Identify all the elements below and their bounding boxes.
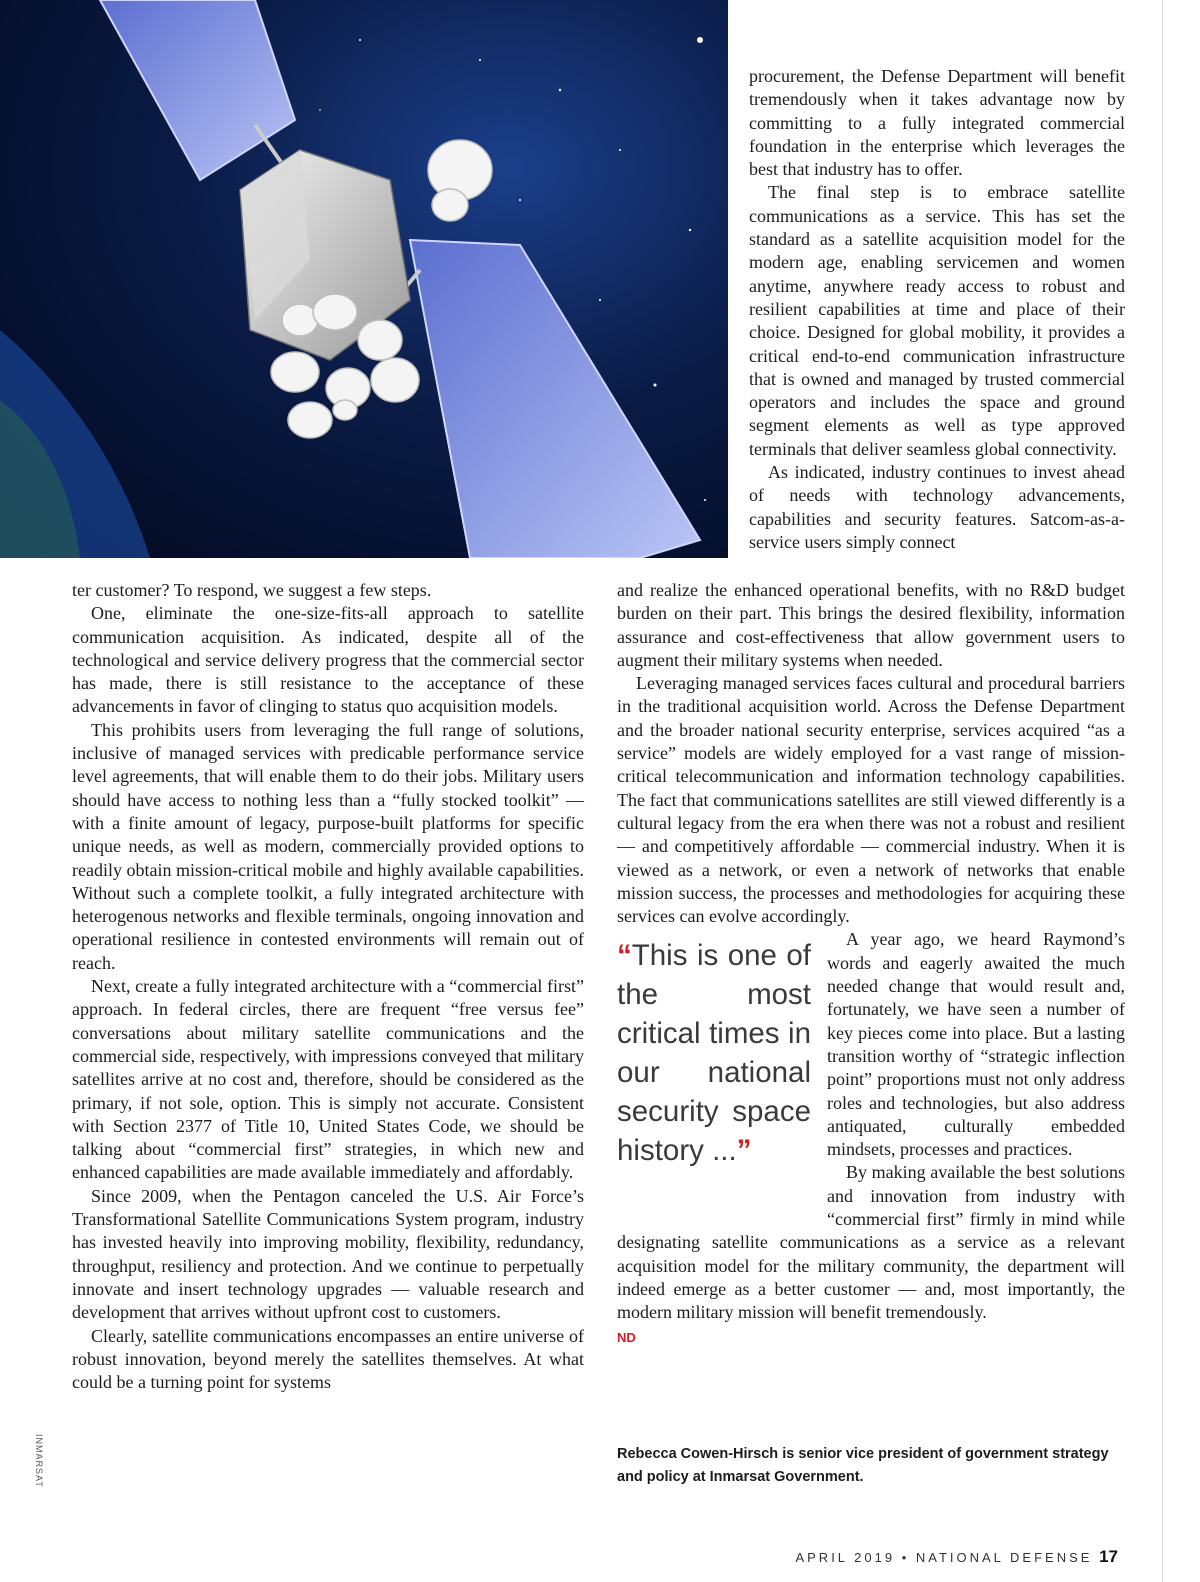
left-column [72,579,584,1394]
issue-line: APRIL 2019 • NATIONAL DEFENSE [795,1550,1093,1565]
pull-quote-close-mark: ” [736,1134,752,1168]
right-column-top [749,65,1125,554]
paragraph: The final step is to embrace satellite communications as a service. This has set the standard as a satellite acquisition model for the modern age, enabling servicemen and women anytime, anywhere ready access to robust and resilient capabilities at time and place of their choice. Designed for global mobility, it provides a critical end-to-end communication infrastructure that is owned and managed by trusted commercial operators and includes the space and ground segment elements as well as type approved terminals that deliver seamless global connectivity. [749,182,1125,459]
end-mark: ND [617,1329,636,1345]
paragraph: As indicated, industry continues to invest ahead of needs with technology advancements, capabilities and security features. Satcom-as-a-service users simply connect [749,462,1125,552]
paragraph: Clearly, satellite communications encompasses an entire universe of robust innovation, beyond merely the satellites themselves. At what could be a turning point for systems [72,1325,584,1393]
paragraph: A year ago, we heard Raymond’s words and eagerly awaited the much needed change that would result and, fortunately, we have seen a number of key pieces come into place. But a lasting transition worthy of “strategic inflection point” proportions must not only address roles and technologies, but also address antiquated, culturally embedded mindsets, processes and practices. [827,929,1125,1160]
paragraph: ter customer? To respond, we suggest a few steps. [72,580,432,600]
paragraph: and realize the enhanced operational benefits, with no R&D budget burden on their part. This brings the desired flexibility, information assurance and cost-effectiveness that allow government users to augment their military systems when needed. [617,580,1125,670]
paragraph: One, eliminate the one-size-fits-all approach to satellite communication acquisition. As indicated, despite all of the technological and service delivery progress that the commercial sector has made, there is still resistance to the acceptance of these advancements in favor of clinging to status quo acquisition models. [72,603,584,717]
solar-panel-upper [100,0,295,180]
pull-quote [617,936,811,1208]
solar-panel-lower [395,240,700,558]
pull-quote-text: This is one of the most critical times in our national security space history ... [617,939,811,1168]
pull-quote-open-mark: “ [617,939,632,973]
paragraph: procurement, the Defense Department will benefit tremendously when it takes advantage now by committing to a fully integrated commercial foundation in the enterprise which leverages the best that industry has to offer. [749,66,1125,180]
page-edge-rule [1162,0,1163,1582]
paragraph-text: By making available the best solutions and innovation from industry with “commercial first” firmly in mind while designating satellite communications as a service as a relevant acquisition model for the military community, the department will indeed emerge as a better customer — and, most importantly, the modern military mission will benefit tremendously. [617,1162,1125,1323]
page-number: 17 [1099,1547,1118,1566]
right-column [617,579,1125,1349]
paragraph: Next, create a fully integrated architecture with a “commercial first” approach. In federal circles, there are frequent “free versus fee” conversations about military satellite communications and the commercial side, respectively, with impressions conveyed that military satellites arrive at no cost and, therefore, should be considered as the primary, if not sole, option. This is simply not accurate. Consistent with Section 2377 of Title 10, United States Code, we should be talking about “commercial first” strategies, in which new and enhanced capabilities are made available immediately and affordably. [72,976,584,1183]
paragraph: Leveraging managed services faces cultural and procedural barriers in the traditional acquisition world. Across the Defense Department and the broader national security enterprise, services acquired “as a service” models are widely employed for a vast range of mission-critical telecommunication and information technology capabilities. The fact that communications satellites are still viewed differently is a cultural legacy from the era when there was not a robust and resilient — and competitively affordable — commercial industry. When it is viewed as a network, or even a network of networks that enable mission success, the processes and methodologies for acquiring these services can evolve accordingly. [617,673,1125,927]
paragraph: Since 2009, when the Pentagon canceled the U.S. Air Force’s Transformational Satellite Communications System program, industry has invested heavily into improving mobility, flexibility, redundancy, throughput, resiliency and protection. And we continue to perpetually innovate and insert technology upgrades — valuable research and development that arrives without upfront cost to customers. [72,1185,584,1323]
author-bio: Rebecca Cowen-Hirsch is senior vice president of government strategy and policy at Inmarsat Government. [617,1446,1109,1485]
satellite-illustration [0,0,728,558]
paragraph: This prohibits users from leveraging the full range of solutions, inclusive of managed services with predicable performance service level agreements, that will enable them to do their jobs. Military users should have access to nothing less than a “fully stocked toolkit” — with a finite amount of legacy, purpose-built platforms for specific unique needs, as well as modern, commercially provided options to readily obtain mission-critical mobile and highly available capabilities. Without such a complete toolkit, a fully integrated architecture with heterogenous networks and flexible terminals, ongoing innovation and operational resilience in contested environments will remain out of reach. [72,719,584,973]
photo-credit: INMARSAT [34,1434,44,1488]
folio [795,1547,1118,1567]
satellite-over-earth-illustration [0,0,728,558]
